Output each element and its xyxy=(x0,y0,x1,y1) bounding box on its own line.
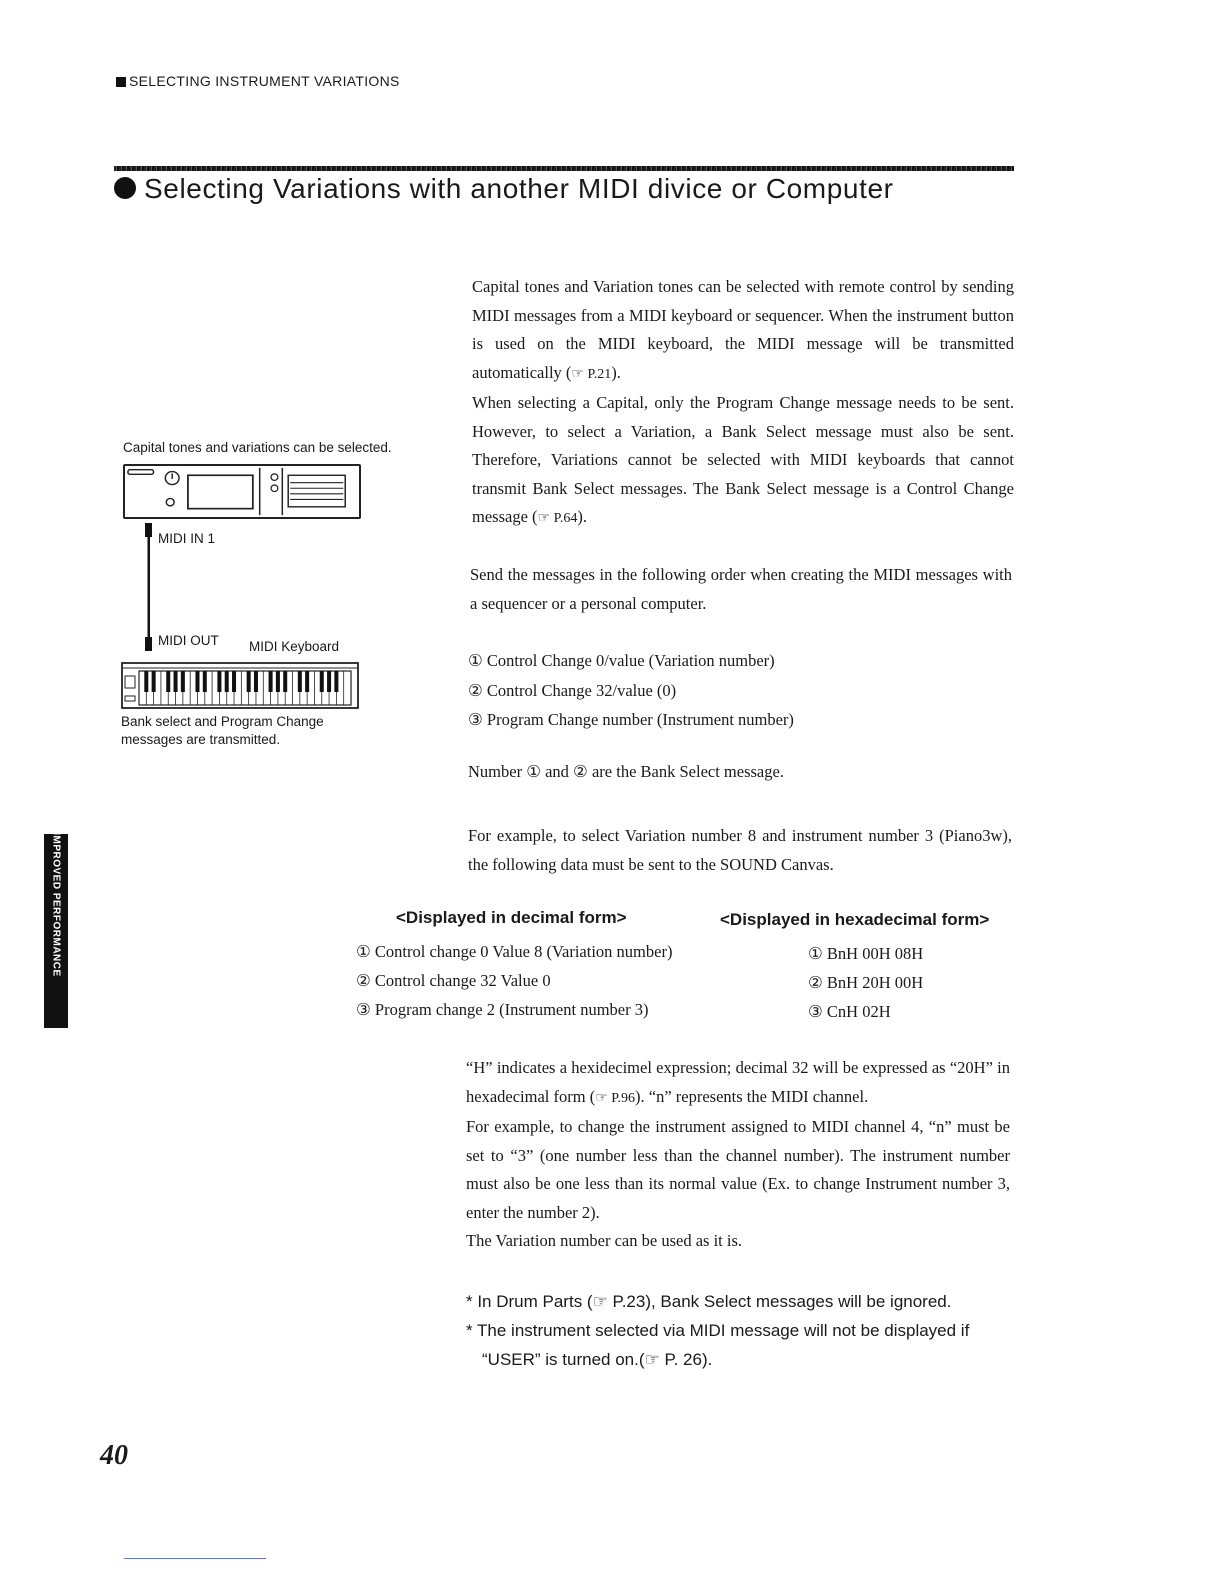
page-reference: ☞ P.64 xyxy=(537,511,578,526)
black-key xyxy=(334,671,338,692)
footnotes xyxy=(466,1287,1026,1374)
list-item: ③ Program Change number (Instrument number) xyxy=(468,710,794,729)
keyboard-keys xyxy=(144,671,343,705)
black-key xyxy=(247,671,251,692)
diagram-caption-top: Capital tones and variations can be selected. xyxy=(123,440,392,455)
table-row: ③ Program change 2 (Instrument number 3) xyxy=(356,1000,649,1019)
black-key xyxy=(269,671,273,692)
diagram-caption-bottom: Bank select and Program Change messages are transmitted. xyxy=(121,714,324,747)
intro-paragraph-2: When selecting a Capital, only the Program Change message needs to be sent. However, to select a Variation, a Bank Select message must also be sent. Therefore, Variations cannot be selected with MIDI keyboards that cannot transmit Bank Select messages. The Bank Select message is a Control Change message (☞ P.64). xyxy=(472,393,1014,526)
title-rule xyxy=(114,166,1014,171)
list-item: ① Control Change 0/value (Variation number) xyxy=(468,651,775,670)
black-key xyxy=(195,671,199,692)
table-row: ① BnH 00H 08H xyxy=(808,944,924,963)
decimal-column-header: <Displayed in decimal form> xyxy=(396,908,627,927)
midi-cable xyxy=(145,519,153,665)
black-key xyxy=(217,671,221,692)
running-header-text: SELECTING INSTRUMENT VARIATIONS xyxy=(129,73,400,89)
hex-column-header: <Displayed in hexadecimal form> xyxy=(720,910,990,929)
running-header xyxy=(116,73,400,89)
black-key xyxy=(283,671,287,692)
hex-note-paragraph-3: The Variation number can be used as it is. xyxy=(466,1231,742,1250)
table-row: ② BnH 20H 00H xyxy=(808,973,924,992)
page-number: 40 xyxy=(100,1440,128,1471)
sound-module-illustration xyxy=(123,464,361,519)
intro-text xyxy=(472,273,1014,534)
midi-keyboard-illustration xyxy=(121,662,359,709)
black-key xyxy=(232,671,236,692)
black-key xyxy=(203,671,207,692)
black-key xyxy=(254,671,258,692)
bank-select-note: Number ① and ② are the Bank Select message. xyxy=(468,762,784,781)
header-square-icon xyxy=(116,77,126,87)
black-key xyxy=(174,671,178,692)
midi-out-label: MIDI OUT xyxy=(158,633,219,648)
bottom-rule xyxy=(124,1558,266,1559)
midi-in-label: MIDI IN 1 xyxy=(158,531,216,546)
table-row: ① Control change 0 Value 8 (Variation number) xyxy=(356,942,673,961)
hex-note-paragraph-1: “H” indicates a hexidecimel expression; decimal 32 will be expressed as “20H” in hexadecimal form (☞ P.96). “n” represents the MIDI channel. xyxy=(466,1058,1010,1106)
side-tab-label: FOR IMPROVED PERFORMANCE xyxy=(50,806,62,977)
hex-note-paragraph-2: For example, to change the instrument assigned to MIDI channel 4, “n” must be set to “3” (one number less than the channel number). The instrument number must also be one less than its normal value (Ex. to change Instrument number 3, enter the number 2). xyxy=(466,1117,1010,1222)
side-tab xyxy=(44,806,68,1028)
black-key xyxy=(320,671,324,692)
list-item: ② Control Change 32/value (0) xyxy=(468,680,677,700)
black-key xyxy=(298,671,302,692)
page-reference: ☞ P.96 xyxy=(595,1090,635,1106)
intro-paragraph-1: Capital tones and Variation tones can be selected with remote control by sending MIDI messages from a MIDI keyboard or sequencer. When the instrument button is used on the MIDI keyboard, the MIDI message will be transmitted automatically (☞ P.21). xyxy=(472,277,1014,382)
send-order-paragraph: Send the messages in the following order when creating the MIDI messages with a sequencer or a personal computer. xyxy=(470,565,1012,613)
hex-explanation xyxy=(466,1054,1010,1256)
table-row: ③ CnH 02H xyxy=(808,1002,891,1021)
example-paragraph: For example, to select Variation number 8 and instrument number 3 (Piano3w), the following data must be sent to the SOUND Canvas. xyxy=(468,826,1012,874)
black-key xyxy=(327,671,331,692)
footnote-user-line-2: “USER” is turned on.(☞ P. 26). xyxy=(482,1350,713,1369)
black-key xyxy=(181,671,185,692)
step-list xyxy=(468,646,988,735)
black-key xyxy=(144,671,148,692)
footnote-drum-parts: * In Drum Parts (☞ P.23), Bank Select messages will be ignored. xyxy=(466,1292,952,1311)
black-key xyxy=(152,671,156,692)
section-title xyxy=(114,173,894,205)
keyboard-label: MIDI Keyboard xyxy=(249,639,340,654)
table-row: ② Control change 32 Value 0 xyxy=(356,971,551,990)
decimal-rows xyxy=(356,937,672,1024)
black-key xyxy=(166,671,170,692)
bullet-dot-icon xyxy=(114,177,136,199)
hex-rows xyxy=(808,939,923,1026)
black-key xyxy=(276,671,280,692)
black-key xyxy=(225,671,229,692)
black-key xyxy=(305,671,309,692)
footnote-user-line-1: * The instrument selected via MIDI message will not be displayed if xyxy=(466,1321,970,1340)
section-title-text: Selecting Variations with another MIDI divice or Computer xyxy=(144,173,894,204)
page-reference: ☞ P.21 xyxy=(571,366,612,382)
